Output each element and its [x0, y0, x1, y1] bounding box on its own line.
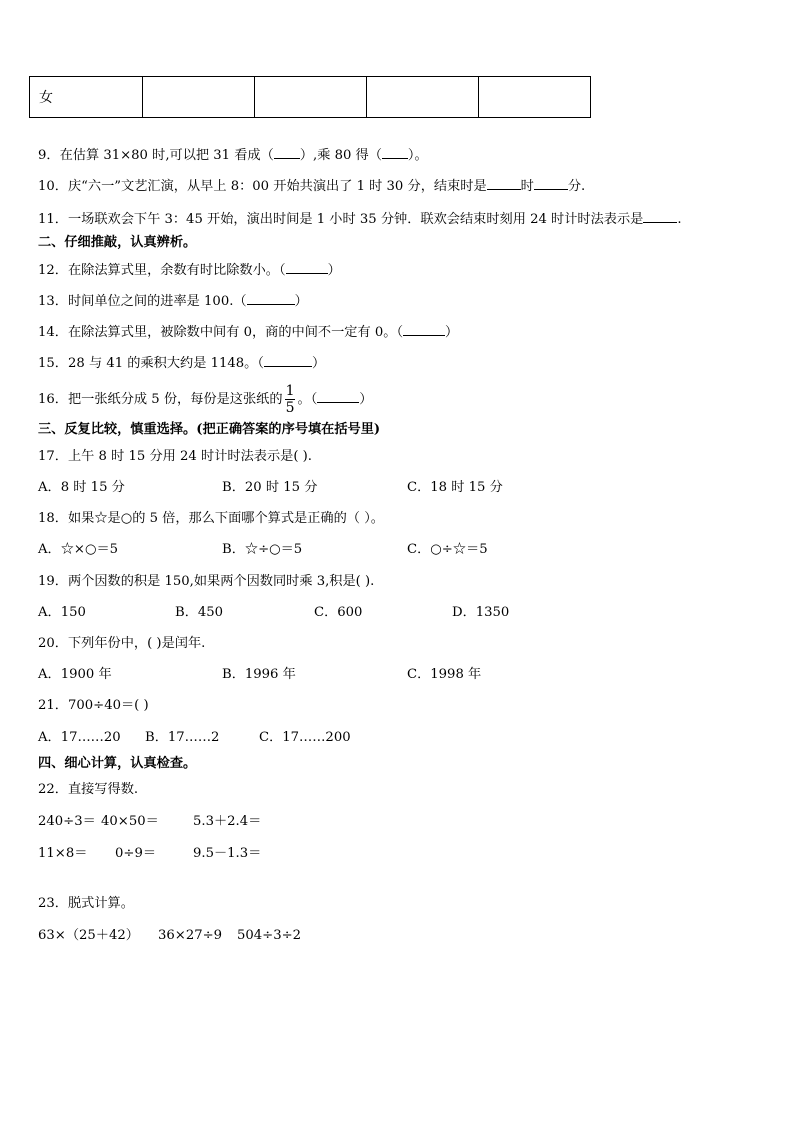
question-9 [38, 146, 428, 165]
table-cell [367, 77, 479, 118]
question-17-options [38, 479, 738, 497]
question-14-close: ） [445, 325, 459, 340]
calc-item: 9.5－1.3＝ [193, 846, 262, 861]
option-c[interactable]: C．18 时 15 分 [407, 480, 503, 495]
question-21: 21．700÷40＝( ) [38, 698, 149, 713]
option-b[interactable]: B．1996 年 [222, 667, 296, 682]
option-a[interactable]: A．☆×○＝5 [38, 542, 119, 557]
question-11-text-a: 11．一场联欢会下午 3：45 开始，演出时间是 1 小时 35 分钟．联欢会结束时刻用 24 时计时法表示是 [38, 212, 644, 227]
question-22-row-2 [38, 845, 738, 863]
question-13-text: 13．时间单位之间的进率是 100.（ [38, 294, 247, 309]
question-10-text-c: 分. [567, 179, 586, 194]
question-10-text-a: 10．庆“六一”文艺汇演，从早上 8：00 开始共演出了 1 时 30 分，结束时是 [38, 179, 487, 194]
option-c[interactable]: C．1998 年 [407, 667, 482, 682]
question-20: 20．下列年份中，( )是闰年. [38, 636, 206, 651]
answer-blank[interactable] [643, 210, 677, 223]
option-a[interactable]: A．8 时 15 分 [38, 480, 125, 495]
question-17: 17．上午 8 时 15 分用 24 时计时法表示是( ). [38, 449, 312, 464]
score-table [29, 76, 591, 118]
calc-item: 504÷3÷2 [237, 928, 302, 943]
option-b[interactable]: B．17……2 [145, 730, 220, 745]
calc-item: 40×50＝ [101, 814, 159, 829]
table-cell [255, 77, 367, 118]
table-cell [479, 77, 591, 118]
question-9-text-b: ）,乘 80 得（ [299, 148, 382, 163]
question-14 [38, 323, 458, 342]
option-c[interactable]: C．17……200 [259, 730, 351, 745]
question-16-close: ） [359, 392, 373, 407]
question-21-options [38, 729, 738, 747]
question-11-text-b: . [677, 212, 682, 227]
question-12-close: ） [327, 263, 341, 278]
calc-item: 5.3＋2.4＝ [193, 814, 262, 829]
question-18: 18．如果☆是○的 5 倍，那么下面哪个算式是正确的（ ）。 [38, 511, 384, 526]
question-12 [38, 261, 341, 280]
question-15 [38, 354, 325, 373]
question-13-close: ） [294, 294, 308, 309]
fraction-denominator: 5 [285, 400, 295, 416]
answer-blank[interactable] [247, 292, 295, 305]
question-11 [38, 210, 682, 229]
table-row [30, 77, 591, 118]
question-15-close: ） [311, 356, 326, 371]
fraction-numerator: 1 [285, 383, 295, 399]
calc-item: 0÷9＝ [115, 846, 157, 861]
section-4-heading: 四、细心计算，认真检查。 [38, 756, 197, 771]
question-13 [38, 292, 308, 311]
question-19: 19．两个因数的积是 150,如果两个因数同时乘 3,积是( ). [38, 574, 375, 589]
answer-blank[interactable] [286, 261, 328, 274]
table-cell [143, 77, 255, 118]
option-a[interactable]: A．17……20 [38, 730, 121, 745]
question-16-text: 16．把一张纸分成 5 份，每份是这张纸的 [38, 392, 283, 407]
question-15-text: 15．28 与 41 的乘积大约是 1148。（ [38, 356, 264, 371]
section-3-heading: 三、反复比较，慎重选择。(把正确答案的序号填在括号里) [38, 422, 381, 437]
question-22-title: 22．直接写得数. [38, 782, 139, 797]
question-18-options [38, 541, 738, 559]
question-10-text-b: 时 [520, 179, 534, 194]
calc-item: 36×27÷9 [158, 928, 223, 943]
option-a[interactable]: A．1900 年 [38, 667, 112, 682]
question-9-text-c: ）。 [407, 148, 428, 163]
question-23-items [38, 927, 738, 945]
question-12-text: 12．在除法算式里，余数有时比除数小。（ [38, 263, 286, 278]
answer-blank[interactable] [274, 146, 300, 159]
answer-blank[interactable] [264, 354, 312, 367]
table-row-label: 女 [30, 77, 143, 118]
calc-item: 63×（25＋42） [38, 928, 139, 943]
option-d[interactable]: D．1350 [452, 605, 510, 620]
calc-item: 11×8＝ [38, 846, 88, 861]
option-c[interactable]: C．○÷☆＝5 [407, 542, 488, 557]
answer-blank[interactable] [534, 177, 568, 190]
option-b[interactable]: B．☆÷○＝5 [222, 542, 303, 557]
option-a[interactable]: A．150 [38, 605, 86, 620]
question-14-text: 14．在除法算式里，被除数中间有 0，商的中间不一定有 0。（ [38, 325, 404, 340]
question-9-text-a: 9．在估算 31×80 时,可以把 31 看成（ [38, 148, 274, 163]
question-22-row-1 [38, 813, 738, 831]
option-b[interactable]: B．450 [175, 605, 224, 620]
question-20-options [38, 666, 738, 684]
question-16 [38, 382, 372, 418]
answer-blank[interactable] [317, 390, 359, 403]
question-19-options [38, 604, 738, 622]
question-16-after: 。（ [297, 392, 318, 407]
section-2-heading: 二、仔细推敲，认真辨析。 [38, 235, 197, 250]
option-c[interactable]: C．600 [314, 605, 363, 620]
option-b[interactable]: B．20 时 15 分 [222, 480, 318, 495]
answer-blank[interactable] [382, 146, 408, 159]
answer-blank[interactable] [403, 323, 445, 336]
question-10 [38, 177, 585, 196]
question-23-title: 23．脱式计算。 [38, 896, 134, 911]
answer-blank[interactable] [487, 177, 521, 190]
fraction [285, 383, 296, 416]
calc-item: 240÷3＝ [38, 814, 96, 829]
